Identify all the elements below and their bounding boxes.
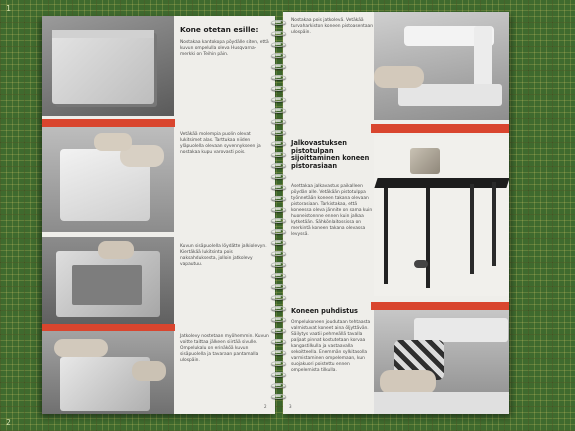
red-accent-bar: [371, 124, 509, 133]
binding-ring: [271, 328, 286, 333]
binding-ring: [271, 262, 286, 267]
binding-ring: [271, 240, 286, 245]
photo-machine-on-table: [374, 136, 509, 296]
binding-ring: [271, 130, 286, 135]
binding-ring: [271, 273, 286, 278]
photo-lifting-cover: [42, 127, 174, 232]
binding-ring: [271, 350, 286, 355]
photo-machine-in-case: [42, 331, 174, 414]
paragraph: Nostakaa kantokopa pöydälle siten, että kuvun ompelulla oleva Husqvarna-merkki on Teihin päin.: [180, 40, 269, 57]
paragraph: Ompelukoneen joudutaan tehtaasta valmistuvat koneet aina öljyttävän. Säilytys vaatii pehmeällä tavalla paljaat pinnat kostutetaan korvaa kangastilkulla ja vastaavalla sekoitteella. Enemmän sylkitasolla varmistaminen ompelemaan, kun suojakuori poistettu ennen ompelemista tilkulla.: [291, 320, 371, 373]
paragraph: Vetäkää molempia puolin olevat lukitsimet alas. Tarttukaa niiden yläpuolella olevaan syvennykseen ja nostakaa kupu varovasti pois.: [180, 132, 261, 155]
binding-ring: [271, 141, 286, 146]
photo-extension-plate: [42, 237, 174, 329]
binding-ring: [271, 119, 286, 124]
binding-ring: [271, 383, 286, 388]
binding-ring: [271, 163, 286, 168]
binding-ring: [271, 339, 286, 344]
red-accent-bar: [371, 302, 509, 310]
binding-ring: [271, 394, 286, 399]
binding-ring: [271, 108, 286, 113]
paragraph: Kuvun sisäpuolella löydätte jalkiolevyn. Kiertäkää lukitsinta pois naksahduksesta, jolloin jatkolevy vapautuu.: [180, 244, 267, 267]
red-accent-bar: [42, 324, 175, 331]
binding-ring: [271, 229, 286, 234]
binding-ring: [271, 97, 286, 102]
binding-ring: [271, 207, 286, 212]
page-number: 2: [264, 404, 267, 409]
photo-closed-case: [42, 16, 174, 116]
binding-ring: [271, 251, 286, 256]
binding-ring: [271, 185, 286, 190]
binding-ring: [271, 196, 286, 201]
paragraph: Jatkolevy nostetaan myöhemmin. Kuvun voitte taittaa jälkeen siirtää sivulle. Ompelukalu on erinäköä kuvun sisäpuolella ja tavaraan pantamalla ulospäin.: [180, 334, 269, 363]
binding-ring: [271, 372, 286, 377]
binding-ring: [271, 64, 286, 69]
left-page: [42, 16, 275, 414]
binding-ring: [271, 75, 286, 80]
photo-cleaning-machine: [374, 310, 509, 414]
binding-ring: [271, 20, 286, 25]
paragraph: Nostakaa pois jatkolevä. Vetäkää turvaharkiston koneen pistoasentaan ulospäin.: [291, 18, 373, 35]
page-number: 3: [289, 404, 292, 409]
binding-ring: [271, 218, 286, 223]
binding-ring: [271, 31, 286, 36]
photo-sewing-machine: [374, 12, 509, 120]
binding-ring: [271, 42, 286, 47]
right-page: [283, 12, 509, 414]
binding-ring: [271, 306, 286, 311]
binding-ring: [271, 284, 286, 289]
binding-ring: [271, 361, 286, 366]
paragraph: Asettakaa jalkavastus paikalleen pöydän alle. Vetäkään pistotulppa työnnetään koneen takana olevaan pistorasiaan. Tarkistakaa, että koneessa oleva jännite on sama kuin huoneistonnne ennen kuin jalkaa kytketään. Sähkönlaitossissa on merkintä koneen takana olevassa levyssä.: [291, 184, 373, 237]
binding-ring: [271, 53, 286, 58]
section-heading: Kone otetan esille:: [180, 25, 259, 34]
section-heading: Koneen puhdistus: [291, 307, 358, 315]
mat-label: 1: [6, 4, 11, 13]
red-accent-bar: [42, 119, 175, 127]
binding-ring: [271, 86, 286, 91]
binding-ring: [271, 317, 286, 322]
binding-ring: [271, 295, 286, 300]
binding-ring: [271, 152, 286, 157]
mat-label: 2: [6, 418, 11, 427]
binding-ring: [271, 174, 286, 179]
section-heading: Jalkovastuksen pistotulpan sijoittaminen koneen pistorasiaan: [291, 139, 370, 170]
